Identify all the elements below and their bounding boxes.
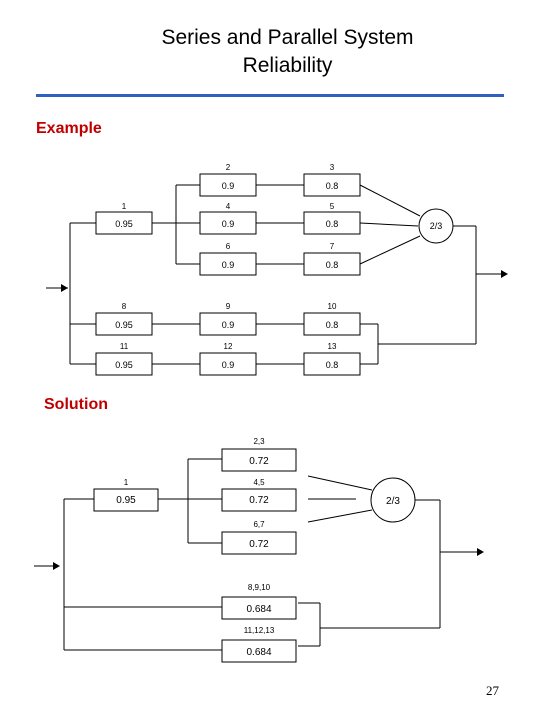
- example-comp7-value: 0.8: [325, 260, 339, 270]
- solution-c8910-label: 8,9,10: [247, 583, 271, 592]
- example-comp13-label: 13: [327, 342, 337, 351]
- example-comp3-value: 0.8: [325, 181, 339, 191]
- solution-c8910-value: 0.684: [246, 604, 272, 615]
- solution-c67-label: 6,7: [253, 520, 265, 529]
- example-comp4-label: 4: [225, 202, 231, 211]
- example-comp13-value: 0.8: [325, 360, 339, 370]
- solution-c45-value: 0.72: [249, 495, 269, 506]
- example-comp1-label: 1: [121, 202, 127, 211]
- solution-c45-label: 4,5: [253, 478, 265, 487]
- example-input-arrowhead: [61, 284, 68, 292]
- title-line-1: Series and Parallel System: [161, 26, 414, 49]
- example-output-arrowhead: [501, 270, 508, 278]
- solution-input-arrowhead: [53, 562, 60, 570]
- example-comp3-label: 3: [329, 163, 335, 172]
- example-comp10-label: 10: [327, 302, 337, 311]
- example-comp2-label: 2: [225, 163, 231, 172]
- example-comp5-label: 5: [329, 202, 335, 211]
- example-comp9-value: 0.9: [221, 320, 235, 330]
- example-voter-label: 2/3: [429, 221, 443, 231]
- solution-comp1-value: 0.95: [116, 495, 136, 506]
- example-heading: Example: [36, 120, 102, 137]
- solution-heading: Solution: [44, 396, 108, 413]
- example-comp5-value: 0.8: [325, 219, 339, 229]
- example-comp11-value: 0.95: [115, 360, 133, 370]
- example-comp6-value: 0.9: [221, 260, 235, 270]
- solution-c23-value: 0.72: [249, 456, 269, 467]
- example-comp6-label: 6: [225, 242, 231, 251]
- solution-output-arrowhead: [477, 548, 484, 556]
- solution-c111213-label: 11,12,13: [243, 626, 275, 635]
- example-comp12-label: 12: [223, 342, 233, 351]
- solution-c111213-value: 0.684: [246, 647, 272, 658]
- example-comp12-value: 0.9: [221, 360, 235, 370]
- example-comp7-label: 7: [329, 242, 335, 251]
- example-comp2-value: 0.9: [221, 181, 235, 191]
- solution-comp1-label: 1: [123, 478, 129, 487]
- page-number: 27: [486, 683, 499, 698]
- solution-c23-label: 2,3: [253, 437, 265, 446]
- example-comp1-value: 0.95: [115, 219, 133, 229]
- example-comp4-value: 0.9: [221, 219, 235, 229]
- title-line-2: Reliability: [242, 54, 333, 77]
- solution-voter-label: 2/3: [386, 496, 400, 507]
- example-comp10-value: 0.8: [325, 320, 339, 330]
- example-comp8-label: 8: [121, 302, 127, 311]
- example-comp8-value: 0.95: [115, 320, 133, 330]
- solution-c67-value: 0.72: [249, 539, 269, 550]
- example-comp9-label: 9: [225, 302, 231, 311]
- example-comp11-label: 11: [119, 342, 129, 351]
